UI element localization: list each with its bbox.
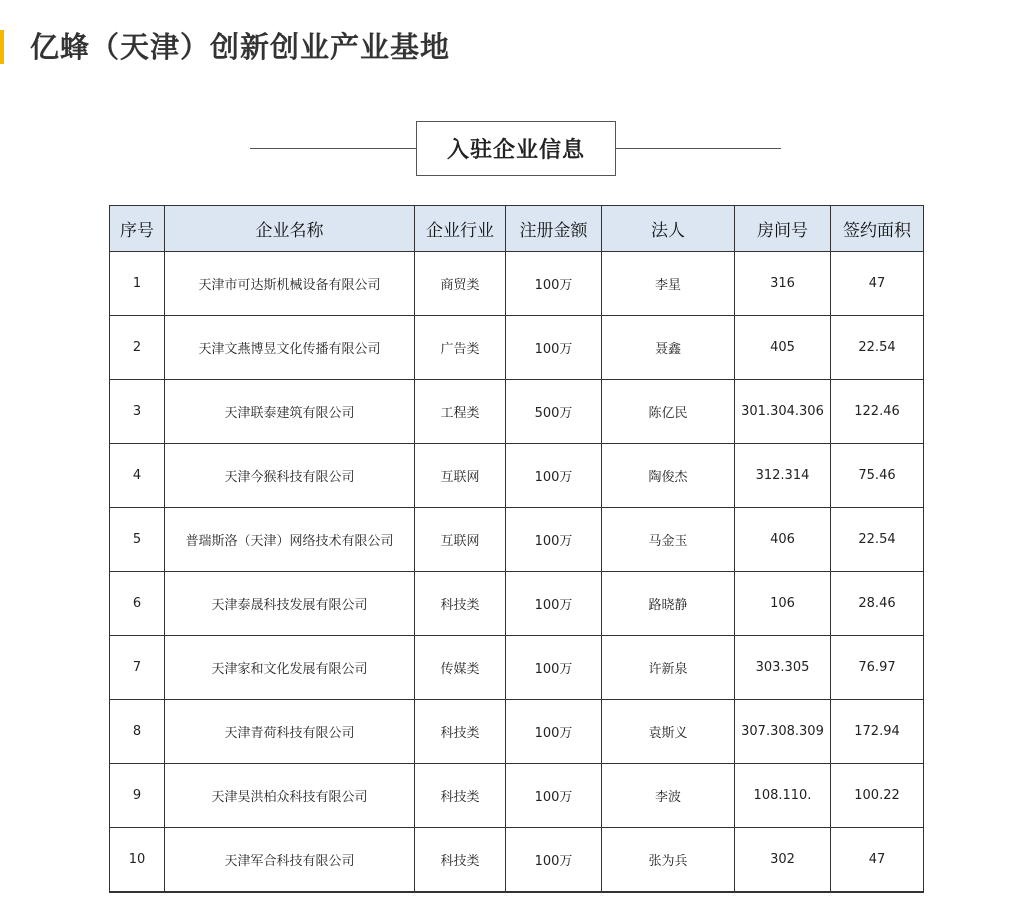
cell-legal-rep: 张为兵 [602,828,735,893]
col-header-capital: 注册金额 [506,206,602,252]
cell-area: 75.46 [831,444,924,508]
table-row [110,636,924,700]
cell-company: 天津昊洪柏众科技有限公司 [165,764,415,828]
cell-index: 7 [110,636,165,700]
cell-legal-rep: 许新泉 [602,636,735,700]
cell-room: 106 [735,572,831,636]
cell-industry: 互联网 [415,444,506,508]
cell-room: 303.305 [735,636,831,700]
section-divider-right [615,148,781,149]
cell-legal-rep: 路晓静 [602,572,735,636]
table-row [110,380,924,444]
cell-industry: 科技类 [415,828,506,893]
cell-company: 天津青荷科技有限公司 [165,700,415,764]
col-header-area: 签约面积 [831,206,924,252]
cell-capital: 100万 [506,508,602,572]
section-divider-left [250,148,417,149]
col-header-company: 企业名称 [165,206,415,252]
cell-room: 307.308.309 [735,700,831,764]
page-title: 亿蜂（天津）创新创业产业基地 [30,30,451,64]
cell-capital: 100万 [506,700,602,764]
cell-index: 1 [110,252,165,316]
cell-company: 天津今猴科技有限公司 [165,444,415,508]
cell-area: 76.97 [831,636,924,700]
cell-room: 312.314 [735,444,831,508]
cell-company: 天津文燕博昱文化传播有限公司 [165,316,415,380]
cell-company: 天津市可达斯机械设备有限公司 [165,252,415,316]
cell-room: 405 [735,316,831,380]
cell-capital: 500万 [506,380,602,444]
cell-index: 10 [110,828,165,893]
table-row [110,252,924,316]
col-header-industry: 企业行业 [415,206,506,252]
section-title: 入驻企业信息 [416,121,616,176]
cell-index: 2 [110,316,165,380]
cell-area: 22.54 [831,508,924,572]
cell-industry: 科技类 [415,764,506,828]
cell-room: 302 [735,828,831,893]
cell-area: 28.46 [831,572,924,636]
cell-index: 8 [110,700,165,764]
cell-industry: 传媒类 [415,636,506,700]
section-header [250,121,781,176]
cell-index: 3 [110,380,165,444]
table-row [110,444,924,508]
table-row [110,316,924,380]
cell-index: 5 [110,508,165,572]
cell-legal-rep: 陈亿民 [602,380,735,444]
cell-company: 天津泰晟科技发展有限公司 [165,572,415,636]
cell-area: 47 [831,252,924,316]
cell-company: 普瑞斯洛（天津）网络技术有限公司 [165,508,415,572]
cell-legal-rep: 袁斯义 [602,700,735,764]
cell-area: 22.54 [831,316,924,380]
cell-company: 天津家和文化发展有限公司 [165,636,415,700]
table-header-row [110,206,924,252]
cell-industry: 互联网 [415,508,506,572]
cell-company: 天津军合科技有限公司 [165,828,415,893]
cell-room: 316 [735,252,831,316]
cell-legal-rep: 聂鑫 [602,316,735,380]
col-header-legal-rep: 法人 [602,206,735,252]
cell-capital: 100万 [506,444,602,508]
cell-industry: 商贸类 [415,252,506,316]
cell-capital: 100万 [506,572,602,636]
cell-industry: 科技类 [415,572,506,636]
cell-industry: 工程类 [415,380,506,444]
enterprise-table [109,205,924,893]
cell-company: 天津联泰建筑有限公司 [165,380,415,444]
table-row [110,764,924,828]
cell-area: 100.22 [831,764,924,828]
cell-industry: 广告类 [415,316,506,380]
table-row [110,828,924,893]
cell-index: 9 [110,764,165,828]
table-row [110,508,924,572]
title-accent-bar [0,30,4,64]
cell-capital: 100万 [506,636,602,700]
cell-room: 301.304.306 [735,380,831,444]
table-row [110,700,924,764]
col-header-index: 序号 [110,206,165,252]
cell-area: 122.46 [831,380,924,444]
cell-capital: 100万 [506,828,602,893]
table-row [110,572,924,636]
cell-room: 406 [735,508,831,572]
col-header-room: 房间号 [735,206,831,252]
cell-legal-rep: 李星 [602,252,735,316]
cell-capital: 100万 [506,316,602,380]
cell-index: 4 [110,444,165,508]
cell-area: 47 [831,828,924,893]
cell-capital: 100万 [506,764,602,828]
cell-legal-rep: 陶俊杰 [602,444,735,508]
cell-index: 6 [110,572,165,636]
cell-industry: 科技类 [415,700,506,764]
cell-area: 172.94 [831,700,924,764]
cell-legal-rep: 马金玉 [602,508,735,572]
cell-legal-rep: 李波 [602,764,735,828]
cell-room: 108.110. [735,764,831,828]
cell-capital: 100万 [506,252,602,316]
